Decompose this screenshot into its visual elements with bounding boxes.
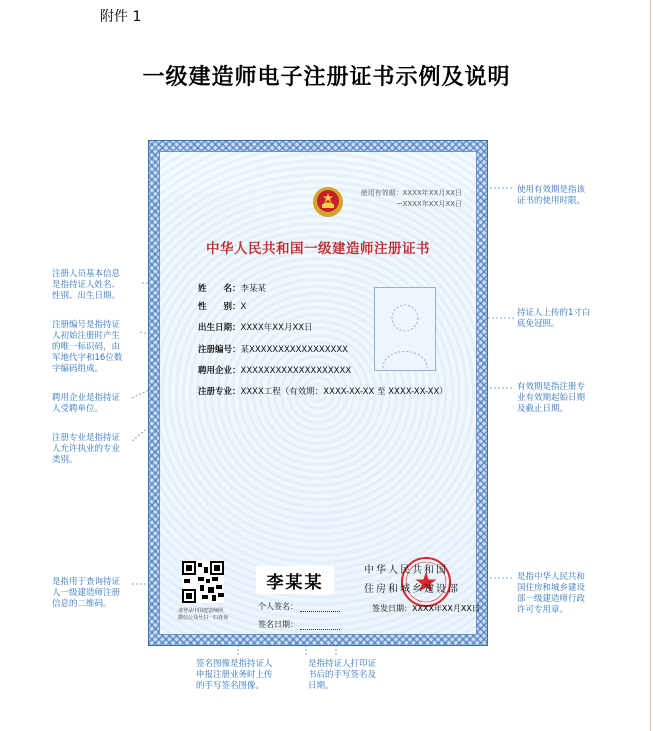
page-right-rule: [650, 0, 651, 731]
note-line: 许可专用章。: [517, 605, 569, 615]
note-line: 注册人员基本信息: [52, 269, 121, 279]
note-line: 国住房和城乡建设: [517, 583, 586, 593]
validity-period: [361, 188, 462, 210]
personal-signature-line: [300, 611, 340, 612]
note-line: 是指持证人打印证: [308, 659, 377, 669]
note-line: 人允许执业的专业: [52, 444, 121, 454]
issue-date: 签发日期：XXXX年XX月XX日: [372, 604, 480, 613]
signature-image: 李某某: [256, 566, 334, 594]
note-seal: [517, 572, 585, 616]
note-line: 信息的二维码。: [52, 599, 112, 609]
note-line: 字编码组成。: [52, 364, 104, 374]
note-basic-info: [52, 269, 120, 302]
field-value: XXXX工程（有效期：XXXX-XX-XX 至 XXXX-XX-XX）: [240, 387, 448, 397]
national-emblem-icon: [312, 186, 344, 218]
note-line: 申报注册业务时上传: [196, 670, 273, 680]
note-line: 持证人上传的1寸白: [517, 308, 591, 318]
note-line: 的手写签名图像。: [196, 681, 265, 691]
field-label: 性 别：: [198, 302, 241, 312]
note-line: 是指中华人民共和: [517, 572, 586, 582]
note-line: 类别。: [52, 455, 78, 465]
note-line: 人受聘单位。: [52, 404, 104, 414]
field-label: 聘用企业：: [198, 366, 241, 376]
field-specialty: [198, 385, 448, 397]
note-line: 签名图像是指持证人: [196, 659, 273, 669]
note-signature-image: [196, 659, 273, 692]
note-line: 注册专业是指持证: [52, 433, 121, 443]
field-label: 注册编号：: [198, 345, 241, 355]
field-birth-date: [198, 321, 313, 333]
field-reg-number: [198, 343, 348, 355]
note-photo: [517, 308, 590, 330]
sign-date-label: 签名日期：: [258, 620, 298, 629]
note-line: 人初始注册时产生: [52, 331, 121, 341]
note-line: 及截止日期。: [517, 404, 569, 414]
note-line: 使用有效期是指该: [517, 185, 586, 195]
note-line: 的唯一标识码，由: [52, 342, 121, 352]
qr-caption-line: 微信公众号扫一扫查询: [178, 615, 229, 621]
certificate-body: [159, 151, 480, 635]
note-line: 底免冠照。: [517, 319, 560, 329]
note-line: 是指持证人姓名、: [52, 280, 121, 290]
certificate: [148, 140, 488, 646]
issuer-line-1: 中华人民共和国: [364, 565, 448, 576]
certificate-title: 中华人民共和国一级建造师注册证书: [206, 241, 430, 257]
page-title: 一级建造师电子注册证书示例及说明: [142, 64, 511, 90]
field-employer: [198, 364, 351, 376]
field-name: [198, 282, 266, 294]
personal-signature-label: 个人签名：: [258, 602, 298, 611]
note-line: 证书的使用时限。: [517, 196, 586, 206]
note-line: 是指用于查询持证: [52, 577, 121, 587]
field-value: 李某某: [240, 284, 267, 294]
qr-caption-line: 请登录中国建造师网: [178, 608, 224, 614]
field-value: XXXXXXXXXXXXXXXXXXX: [240, 366, 352, 376]
field-value: X: [240, 302, 247, 312]
attachment-label: 附件 1: [100, 9, 142, 25]
field-value: XXXX年XX月XX日: [240, 323, 313, 333]
issuer-line-2: 住房和城乡建设部: [364, 584, 460, 595]
note-employer: [52, 393, 120, 415]
note-line: 人一级建造师注册: [52, 588, 121, 598]
validity-to: ~XXXX年XX月XX日: [396, 200, 462, 208]
note-specialty-validity: [517, 382, 585, 415]
note-line: 注册编号是指持证: [52, 320, 121, 330]
field-label: 出生日期：: [198, 323, 241, 333]
field-label: 姓 名：: [198, 284, 241, 294]
field-value: 某XXXXXXXXXXXXXXXXX: [240, 345, 349, 355]
note-reg-number: [52, 320, 122, 375]
note-handwritten-signature: [308, 659, 376, 692]
note-line: 书后的手写签名及: [308, 670, 377, 680]
note-line: 聘用企业是指持证: [52, 393, 121, 403]
note-line: 有效期是指注册专: [517, 382, 586, 392]
field-gender: [198, 300, 246, 312]
note-specialty: [52, 433, 120, 466]
sign-date-line: [300, 629, 340, 630]
note-qr: [52, 577, 120, 610]
note-line: 性别、出生日期。: [52, 291, 121, 301]
note-validity: [517, 185, 585, 207]
qr-code-icon: [182, 561, 224, 603]
photo-placeholder-icon: [374, 287, 436, 371]
note-line: 日期。: [308, 681, 334, 691]
qr-caption: [178, 608, 228, 622]
validity-label: 使用有效期：XXXX年XX月XX日: [360, 189, 462, 197]
note-line: 业有效期起始日期: [517, 393, 586, 403]
note-line: 部一级建造师行政: [517, 594, 586, 604]
field-label: 注册专业：: [198, 387, 241, 397]
note-line: 军地代字和16位数: [52, 353, 123, 363]
